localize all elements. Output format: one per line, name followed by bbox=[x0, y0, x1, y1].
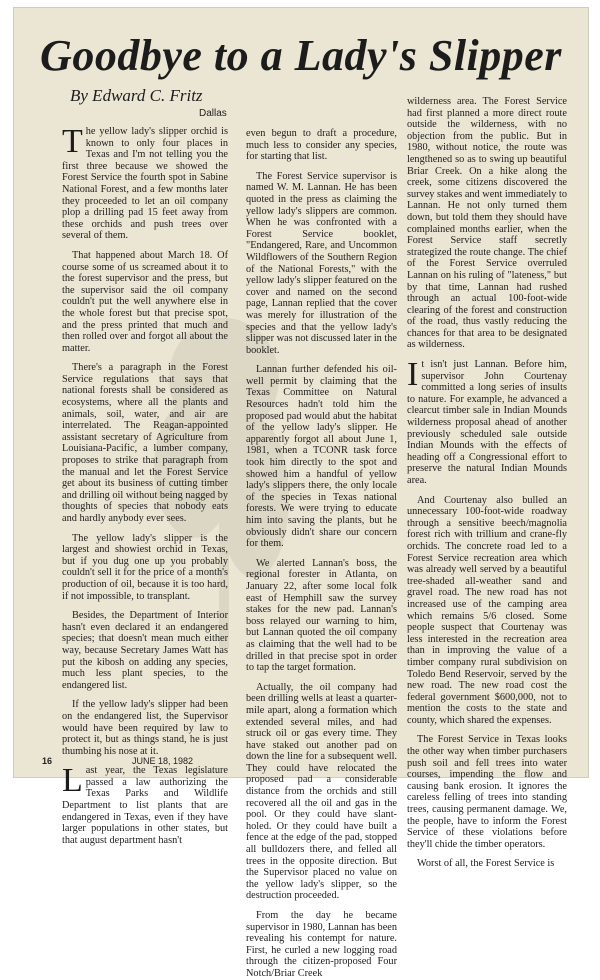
paragraph: That happened about March 18. Of course some of us screamed about it to the forest supervisor and the press, but the supervisor said the oil company couldn't put the well anywhere else in the whole forest but that precise spot, and the press printed that much and then rolled over and forgot all about the matter. bbox=[62, 249, 228, 354]
drop-cap: L bbox=[62, 762, 83, 800]
paragraph: The yellow lady's slipper orchid is known to only four places in Texas and I'm not telling you the first three because we showed the Forest Service the fourth spot in Sabine National Forest, and a few months later they proceeded to let an oil company plop a drilling pad 15 feet away from these orchids and push trees over several of them. bbox=[62, 123, 228, 242]
paragraph: wilderness area. The Forest Service had first planned a more direct route outside the wilderness, with no objection from the public. But in 1980, without notice, the route was lengthened so as to swing up beautiful Briar Creek. On a hike along the creek, some citizens discovered the survey stakes and went immediately to Lannan. He not only turned them down, but told them they should have complained months earlier, when the Forest Service staff secretly strategized the route change. The chief of the Forest Service overruled Lannan on his ruling of "lateness," but by that time, Lannan had rushed through an actual 100-foot-wide clearing of the forest and construction of the road, thus vastly reducing the chances for that area to be designated as wilderness. bbox=[407, 96, 567, 351]
drop-cap: T bbox=[62, 123, 83, 160]
paragraph: We alerted Lannan's boss, the regional forester in Atlanta, on January 22, after some local folk east of Hemphill saw the survey stakes for the new pad. Lannan's boss relayed our warning to him, but Lannan quoted the oil company as claiming that the well had to be drilled in that precise spot in order to tap the target formation. bbox=[246, 557, 397, 674]
page-number: 16 bbox=[42, 756, 53, 766]
paragraph: From the day he became supervisor in 1980, Lannan has been revealing his contempt for nature. First, he curled a new logging road through the citizen-proposed Four Notch/Briar Creek bbox=[246, 910, 397, 979]
paragraph: Besides, the Department of Interior hasn't even declared it an endangered species; that doesn't mean much either way, because Secretary James Watt has put the kibosh on adding any species, much less plant species, to the endangered list. bbox=[62, 610, 228, 691]
article-column-3 bbox=[407, 96, 567, 870]
paragraph: Lannan further defended his oil-well permit by claiming that the Texas Committee on Natural Resources hadn't told him the proposed pad would abut the habitat of the yellow lady's slipper. He apparently forgot all about June 1, 1981, when a TCONR task force took him directly to the spot and showed him a handful of yellow lady's slippers there, the only locale of the species in Texas national forests. We were trying to educate him into saving the plants, but he obviously didn't share our concern for them. bbox=[246, 364, 397, 550]
paragraph: There's a paragraph in the Forest Service regulations that says that national forests shall be considered as ecosystems, where all the plants and animals, soil, water, and air are interrelated. The Reagan-appointed assistant secretary of Agriculture from Louisiana-Pacific, a lumber company, proposes to strike that paragraph from the manual and let the Forest Service get about its business of cutting timber and drilling oil without being nagged by thoughts of species that nobody eats and hardly anybody ever sees. bbox=[62, 362, 228, 524]
dateline: Dallas bbox=[199, 108, 227, 119]
paragraph: Last year, the Texas legislature passed a law authorizing the Texas Parks and Wildlife Department to list plants that are endangered in Texas, even if they have larger populations in other states, but that august department hasn't bbox=[62, 762, 228, 846]
magazine-page bbox=[14, 8, 588, 979]
byline: By Edward C. Fritz bbox=[70, 86, 203, 105]
paragraph: Worst of all, the Forest Service is bbox=[417, 858, 555, 870]
article-title: Goodbye to a Lady's Slipper bbox=[40, 31, 562, 80]
paragraph: It isn't just Lannan. Before him, supervisor John Courtenay committed a long series of insults to nature. For example, he advanced a clearcut timber sale in Indian Mounds wilderness proposal ahead of another previously scheduled sale outside Indian Mounds with the effects of heading off a Congressional effort to preserve the natural Indian Mounds area. bbox=[407, 356, 567, 486]
paragraph: The Forest Service supervisor is named W. M. Lannan. He has been quoted in the press as claiming the yellow lady's slippers are common. When he was confronted with a Forest Service booklet, "Endangered, Rare, and Uncommon Wildflowers of the Southern Region of the National Forests," with the yellow lady's slipper featured on the cover and named on the second page, Lannan replied that the cover was merely for illustration of the species and that the yellow lady's slipper was not discussed later in the booklet. bbox=[246, 170, 397, 356]
issue-date: JUNE 18, 1982 bbox=[132, 756, 194, 766]
paragraph: And Courtenay also bulled an unnecessary 100-foot-wide roadway through a sensitive beech/magnolia forest rich with trillium and crane-fly orchids. The concrete road led to a Forest Service recreation area which was already well served by a beautiful tree-shaded all-weather sand and gravel road. The new road has not increased use of the camping area which remains 5/6 closed. Some people suspect that Courtenay was less interested in the recreation area than in improving the value of a timber company rural subdivision on Toledo Bend Reservoir, served by the new road. The new road cost the federal government $600,000, not to mention the costs to the state and county, which shared the expenses. bbox=[407, 494, 567, 726]
paragraph: The yellow lady's slipper is the largest and showiest orchid in Texas, but if you dug one up you probably couldn't sell it for the price of a month's production of oil, because it is too hard, if not impossible, to transplant. bbox=[62, 532, 228, 602]
paragraph: even begun to draft a procedure, much less to consider any species, for starting that list. bbox=[246, 128, 397, 163]
paragraph: The Forest Service in Texas looks the other way when timber purchasers push soil and fell trees into water courses, impending the flow and causing bank erosion. It ignores the careless felling of trees into standing trees, causing permanent damage. We, the people, have to inform the Forest Service of these violations before they'll chide the timber operators. bbox=[407, 734, 567, 850]
article-column-2 bbox=[246, 126, 397, 979]
paragraph: Actually, the oil company had been drilling wells at least a quarter-mile apart, along a formation which extended several miles, and had struck oil or gas every time. They have staked out another pad on down the line for a subsequent well. They could have relocated the proposed pad a considerable distance from the orchids and still recovered all the oil and gas in the pool. Or they could have slant-holed. Or they could have built a fence at the edge of the pad, stopped all bulldozers there, and felled all trees in the opposite direction. But the Supervisor placed no value on the yellow lady's slipper, so the destruction proceeded. bbox=[246, 681, 397, 902]
drop-cap: I bbox=[407, 356, 419, 394]
paragraph: If the yellow lady's slipper had been on the endangered list, the Supervisor would have been required by law to protect it, but as things stand, he is just thumbing his nose at it. bbox=[62, 699, 228, 757]
